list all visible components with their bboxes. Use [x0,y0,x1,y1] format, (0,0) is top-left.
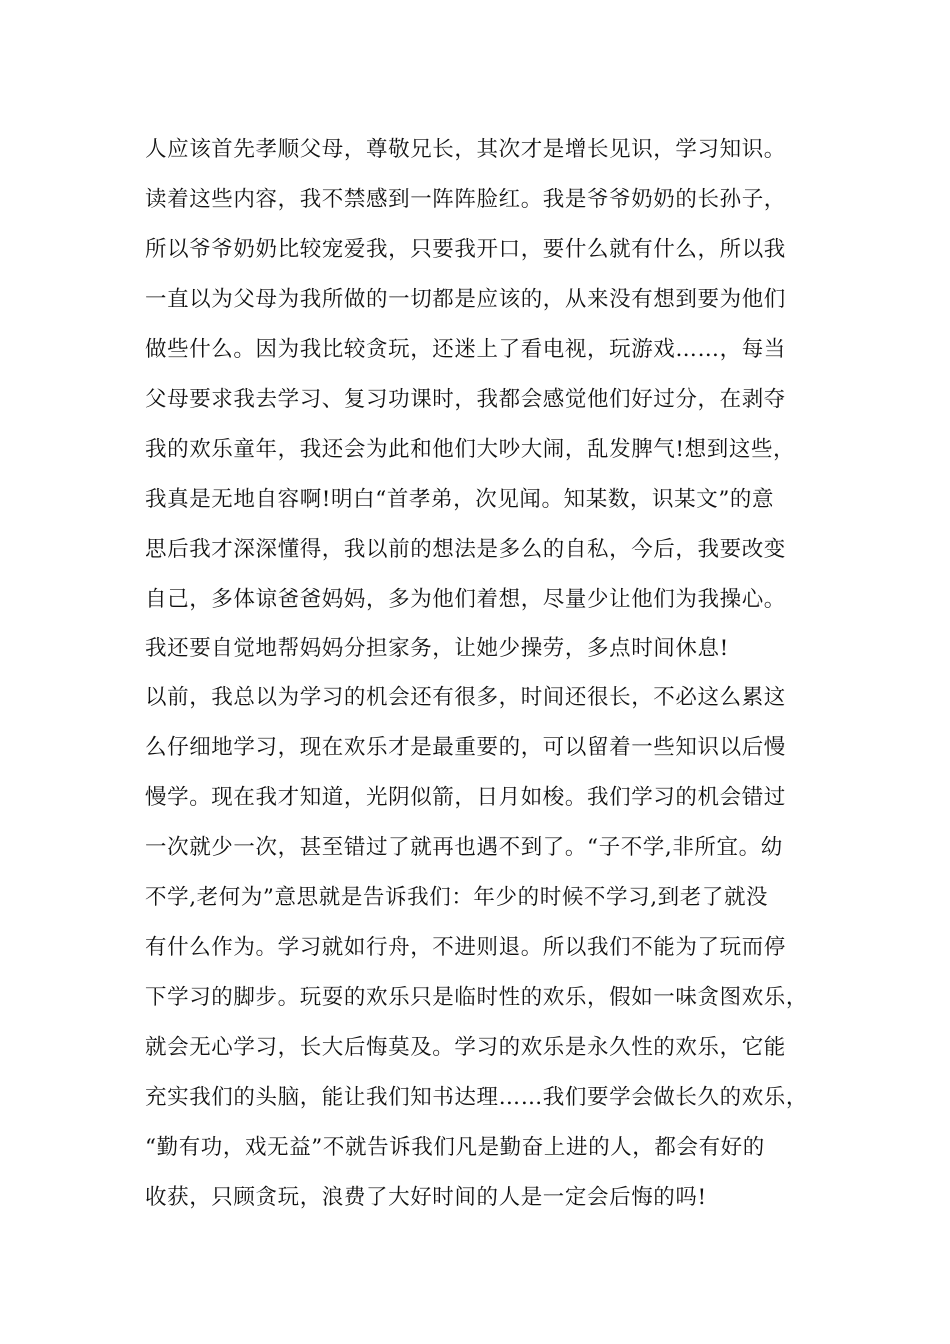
text-line: 有什么作为。学习就如行舟，不进则退。所以我们不能为了玩而停 [145,935,786,960]
text-line: 做些什么。因为我比较贪玩，还迷上了看电视，玩游戏……，每当 [145,337,786,362]
text-line: 读着这些内容，我不禁感到一阵阵脸红。我是爷爷奶奶的长孙子， [145,187,786,212]
text-line: 思后我才深深懂得，我以前的想法是多么的自私，今后，我要改变 [145,537,786,562]
text-line: “勤有功，戏无益”不就告诉我们凡是勤奋上进的人，都会有好的 [145,1135,765,1160]
text-line: 充实我们的头脑，能让我们知书达理……我们要学会做长久的欢乐， [145,1085,809,1110]
text-line: 我真是无地自容啊!明白“首孝弟，次见闻。知某数，识某文”的意 [145,487,775,512]
text-line: 就会无心学习，长大后悔莫及。学习的欢乐是永久性的欢乐，它能 [145,1035,786,1060]
text-line: 我的欢乐童年，我还会为此和他们大吵大闹，乱发脾气!想到这些， [145,437,796,462]
text-line: 自己，多体谅爸爸妈妈，多为他们着想，尽量少让他们为我操心。 [145,587,786,612]
text-line: 人应该首先孝顺父母，尊敬兄长，其次才是增长见识，学习知识。 [145,137,786,162]
text-line: 我还要自觉地帮妈妈分担家务，让她少操劳，多点时间休息! [145,636,729,661]
text-line: 所以爷爷奶奶比较宠爱我，只要我开口，要什么就有什么，所以我 [145,237,786,262]
text-line: 慢学。现在我才知道，光阴似箭，日月如梭。我们学习的机会错过 [145,785,786,810]
text-line: 以前，我总以为学习的机会还有很多，时间还很长，不必这么累这 [145,685,786,710]
text-line: 不学,老何为”意思就是告诉我们：年少的时候不学习,到老了就没 [145,885,769,910]
text-line: 收获，只顾贪玩，浪费了大好时间的人是一定会后悔的吗! [145,1185,707,1210]
text-line: 下学习的脚步。玩耍的欢乐只是临时性的欢乐，假如一味贪图欢乐， [145,985,809,1010]
text-line: 么仔细地学习，现在欢乐才是最重要的，可以留着一些知识以后慢 [145,735,786,760]
text-line: 一次就少一次，甚至错过了就再也遇不到了。“子不学,非所宜。幼 [145,835,783,860]
text-line: 父母要求我去学习、复习功课时，我都会感觉他们好过分，在剥夺 [145,387,786,412]
text-line: 一直以为父母为我所做的一切都是应该的，从来没有想到要为他们 [145,287,786,312]
